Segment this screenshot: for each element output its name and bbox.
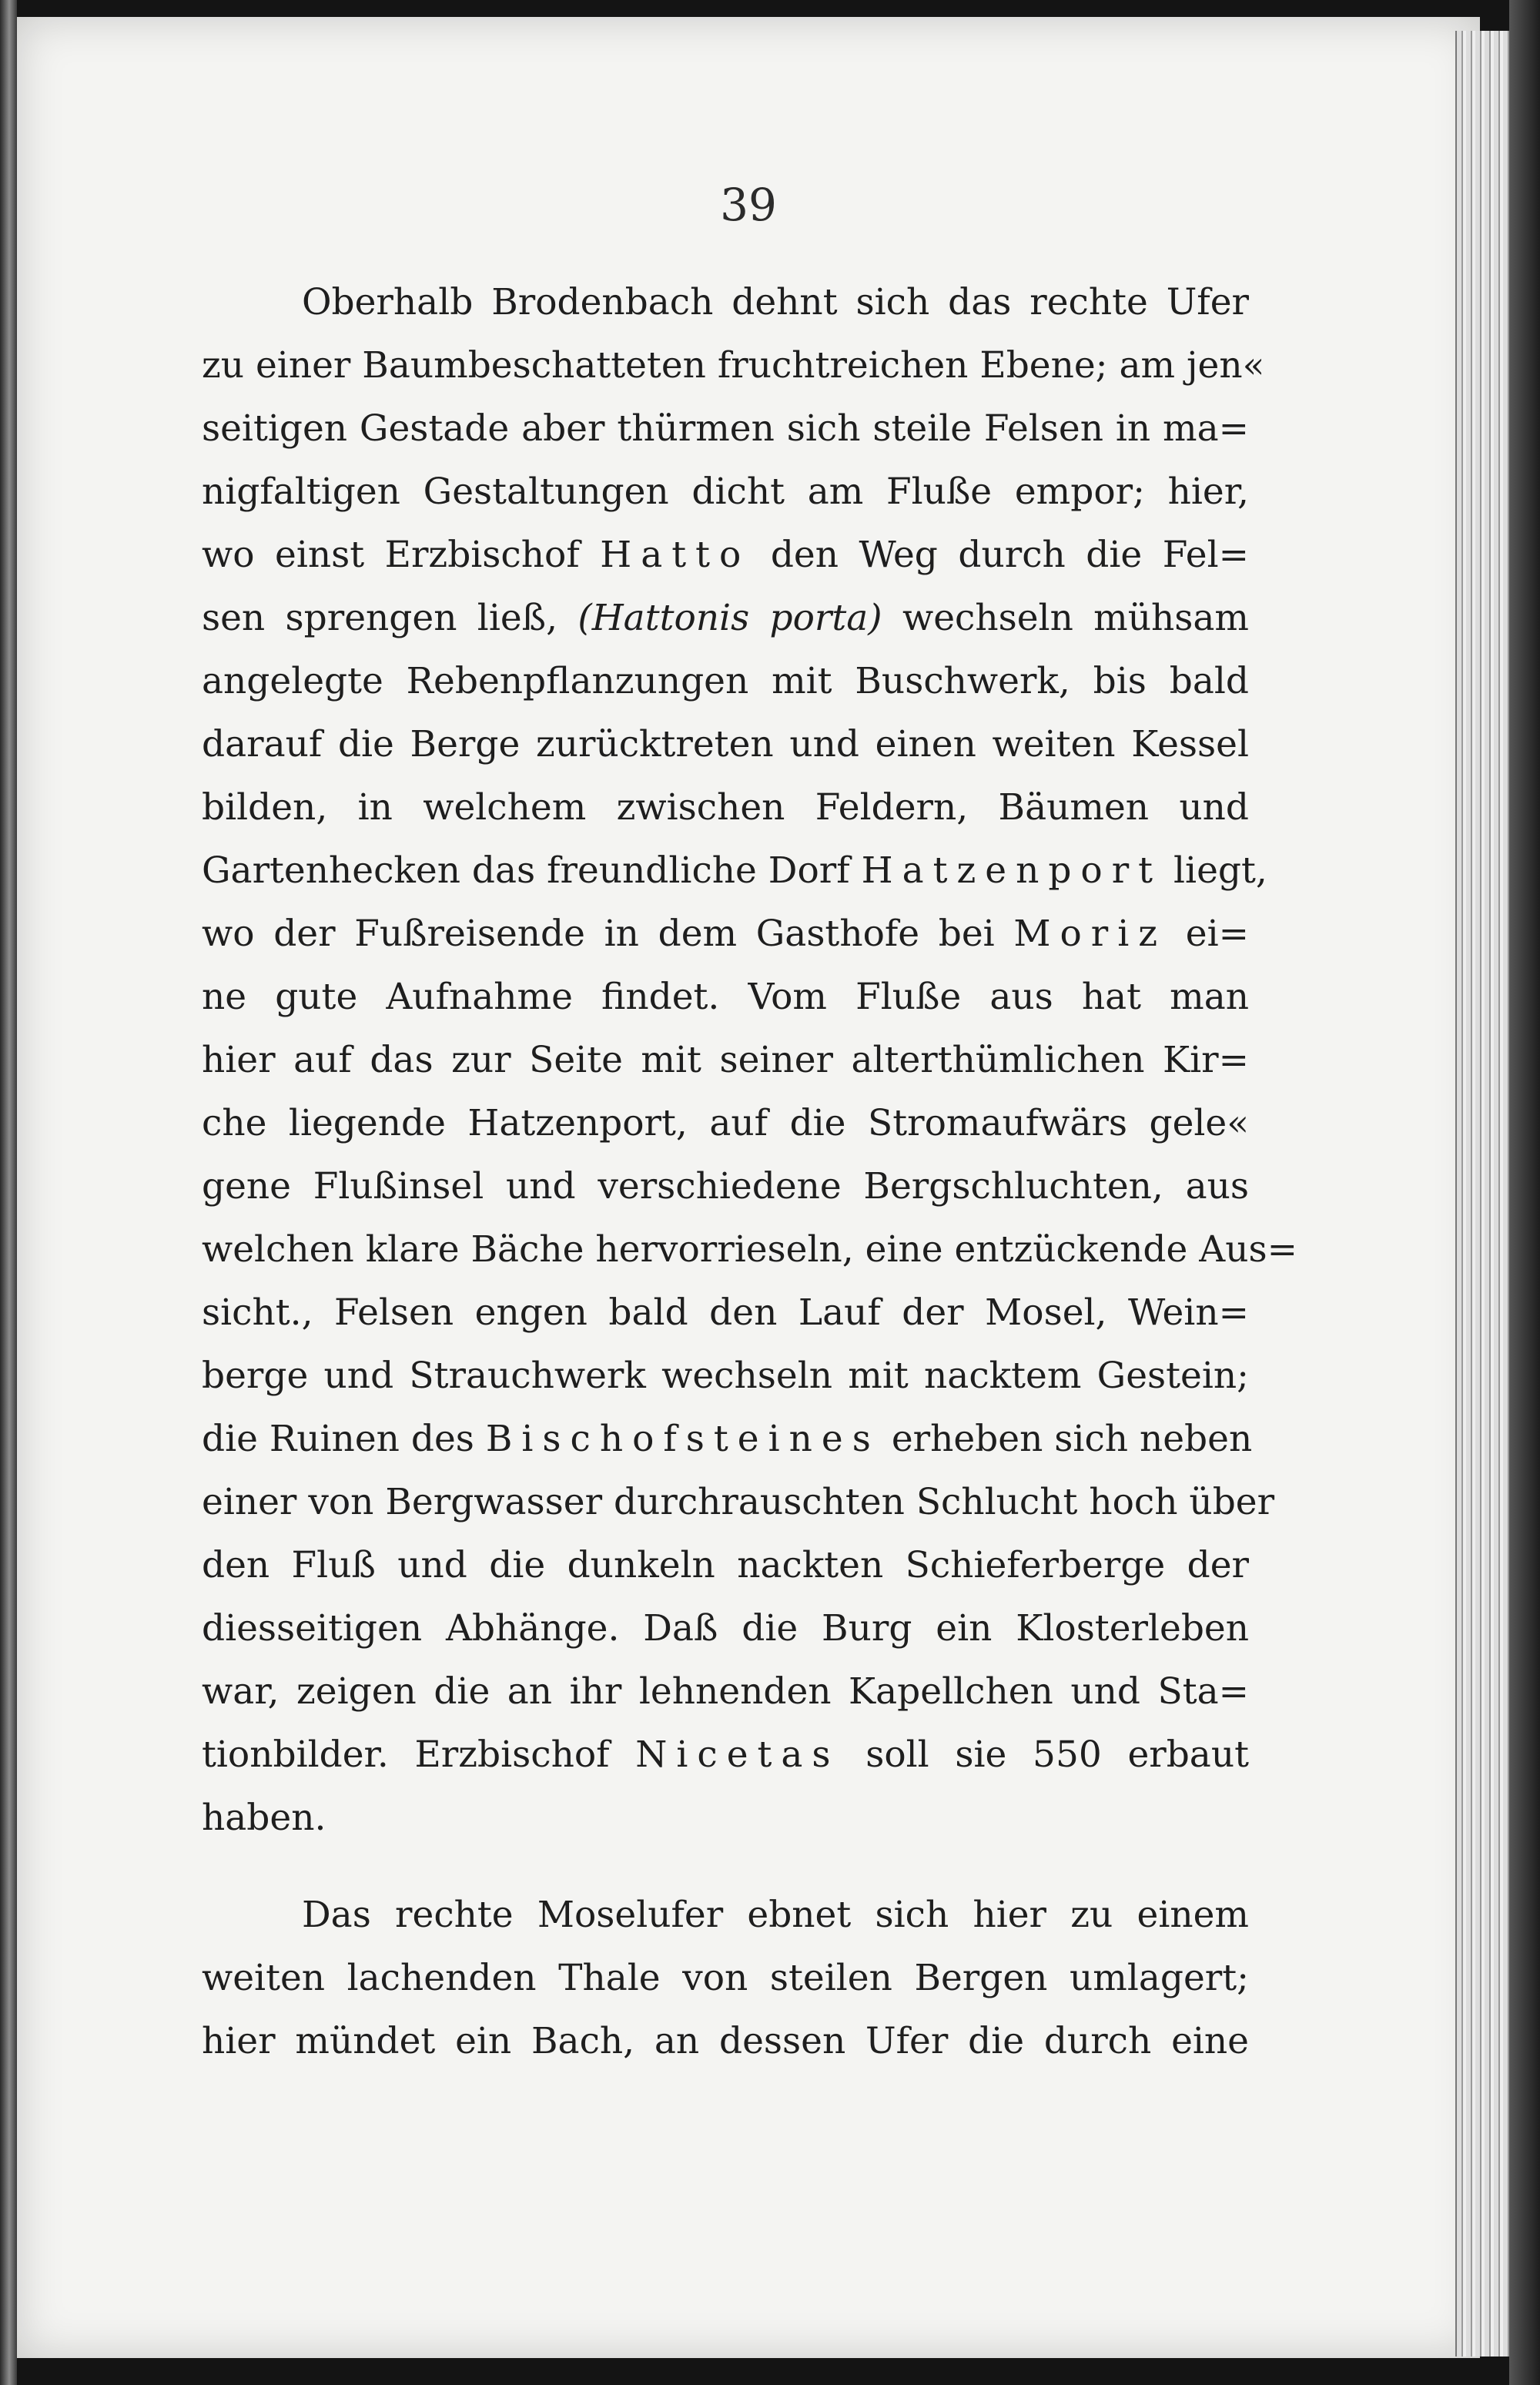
text-segment: wo der Fußreisende in dem Gasthofe bei: [202, 913, 1014, 955]
text-line: [202, 1408, 1253, 1471]
text-segment: wechseln mühsam: [882, 597, 1250, 639]
spaced-name: Hatto: [600, 534, 751, 576]
spaced-name: Moriz: [1013, 913, 1167, 955]
text-line: darauf die Berge zurücktreten und einen weiten Kessel: [202, 723, 1249, 765]
text-line: [202, 524, 1249, 587]
text-line: berge und Strauchwerk wechseln mit nacktem Gestein;: [202, 1355, 1249, 1397]
text-segment: tionbilder. Erzbischof: [202, 1733, 636, 1776]
text-segment: sen sprengen ließ,: [202, 597, 578, 639]
text-line: sicht., Felsen engen bald den Lauf der Mosel, Wein=: [202, 1291, 1249, 1334]
text-line: diesseitigen Abhänge. Daß die Burg ein Klosterleben: [202, 1607, 1249, 1650]
text-line: gene Flußinsel und verschiedene Bergschluchten, aus: [202, 1165, 1249, 1208]
text-line: ne gute Aufnahme findet. Vom Fluße aus hat man: [202, 976, 1249, 1018]
text-line: Das rechte Moselufer ebnet sich hier zu einem: [302, 1894, 1249, 1936]
text-line: [202, 587, 1249, 650]
text-segment: die Ruinen des: [202, 1418, 486, 1460]
spaced-name: Bischofsteines: [485, 1418, 880, 1460]
spaced-name: Hatzenport: [861, 849, 1163, 892]
book-page: [17, 17, 1480, 2358]
text-line: weiten lachenden Thale von steilen Bergen umlagert;: [202, 1957, 1249, 1999]
facing-page-edge: [0, 0, 17, 2385]
text-line: zu einer Baumbeschatteten fruchtreichen Ebene; am jen«: [202, 344, 1265, 387]
text-line: nigfaltigen Gestaltungen dicht am Fluße empor; hier,: [202, 471, 1249, 513]
text-segment: den Weg durch die Fel=: [750, 534, 1249, 576]
book-cover-edge: [1509, 0, 1540, 2385]
page-number: 39: [720, 179, 777, 231]
text-line: war, zeigen die an ihr lehnenden Kapellchen und Sta=: [202, 1670, 1249, 1713]
text-line: angelegte Rebenpflanzungen mit Buschwerk, bis bald: [202, 660, 1249, 702]
text-segment: liegt,: [1162, 849, 1267, 892]
text-segment: erheben sich neben: [879, 1418, 1253, 1460]
body-text: [202, 271, 1297, 2073]
text-line: haben.: [202, 1797, 326, 1839]
text-line: einer von Bergwasser durchrauschten Schlucht hoch über: [202, 1481, 1275, 1523]
text-line: Oberhalb Brodenbach dehnt sich das rechte Ufer: [302, 281, 1249, 323]
text-line: welchen klare Bäche hervorrieseln, eine entzückende Aus=: [202, 1228, 1297, 1271]
text-line: den Fluß und die dunkeln nackten Schieferberge der: [202, 1544, 1249, 1586]
text-line: hier auf das zur Seite mit seiner alterthümlichen Kir=: [202, 1039, 1249, 1081]
text-segment: soll sie 550 erbaut: [839, 1733, 1249, 1776]
text-line: [202, 1723, 1249, 1787]
text-segment: Gartenhecken das freundliche Dorf: [202, 849, 862, 892]
page-stack-edges: [1455, 31, 1511, 2357]
text-segment: wo einst Erzbischof: [202, 534, 601, 576]
text-segment: ei=: [1167, 913, 1249, 955]
italic-text: (Hattonis porta): [578, 597, 882, 639]
text-line: seitigen Gestade aber thürmen sich steile Felsen in ma=: [202, 407, 1249, 450]
text-line: hier mündet ein Bach, an dessen Ufer die durch eine: [202, 2020, 1249, 2062]
text-line: che liegende Hatzenport, auf die Stromaufwärs gele«: [202, 1102, 1249, 1144]
spaced-name: Nicetas: [635, 1733, 840, 1776]
text-line: [202, 839, 1267, 903]
text-line: [202, 903, 1249, 966]
text-line: bilden, in welchem zwischen Feldern, Bäumen und: [202, 786, 1249, 829]
